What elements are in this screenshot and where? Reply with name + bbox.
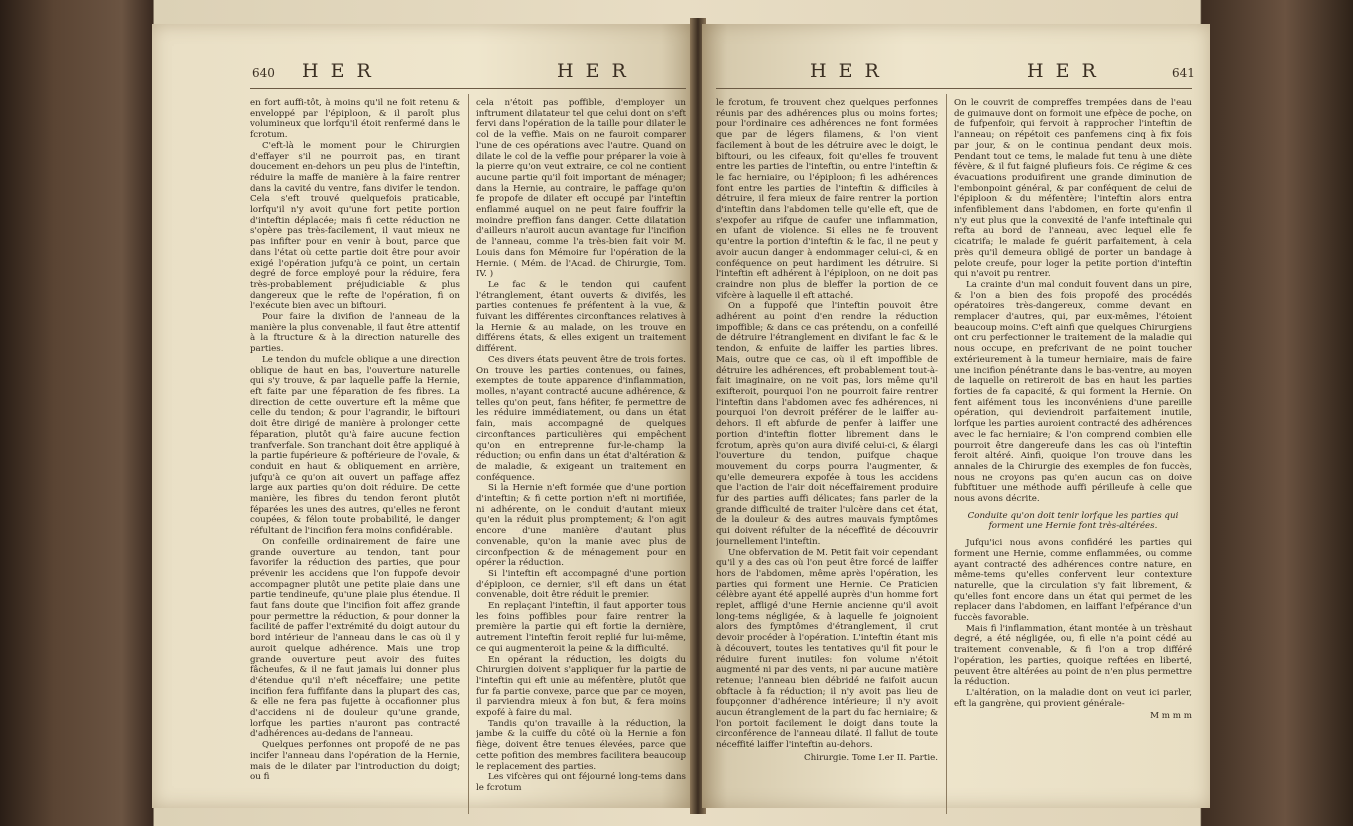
paragraph: On a fuppofé que l'inteftin pouvoit être adhérent au point d'en rendre la réduction impoffible; & dans ce cas prétendu, on a confeillé de détruire l'étranglement en divifant le fac & le tendon, & enfuite de laiffer les parties libres. Mais, outre que ce cas, où il eft impoffible de détruire les adhérences, eft probablement tout-à-fait imaginaire, on ne voit pas, lors même qu'il exifteroit, pourquoi l'on ne pourroit faire rentrer l'inteftin dans l'abdomen avec fes adhérences, ni pourquoi l'on devroit préférer de le laiffer au-dehors. Il eft abfurde de penfer à laiffer une portion d'inteftin flotter librement dans le fcrotum, après qu'on aura divifé celui-ci, & élargi l'ouverture du tendon, puifque chaque mouvement du corps pourra l'augmenter, & qu'elle demeurera expofée à tous les accidens que l'action de l'air doit néceffairement produire fur des parties auffi délicates; fans parler de la grande difficulté de traiter l'ulcère dans cet état, de la douleur & des autres mauvais fymptômes qui doivent réfulter de la néceffité de découvrir journellement l'inteftin.	[716, 301, 938, 547]
paragraph: En replaçant l'inteftin, il faut apporter tous les foins poffibles pour faire rentrer la première la partie qui eft fortie la dernière, autrement l'inteftin feroit replié fur lui-même, ce qui augmenteroit la peine & la difficulté.	[476, 601, 686, 654]
left-page	[152, 24, 694, 808]
left-running-head-2: H E R	[557, 60, 629, 82]
paragraph: Jufqu'ici nous avons confidéré les parties qui forment une Hernie, comme enflammées, ou comme ayant contracté des adhérences contre nature, en même-tems qu'elles confervent leur contexture naturelle, que la circulation s'y fait librement, & qu'elles font encore dans un état qui permet de les replacer dans l'abdomen, en laiffant l'efpérance d'un fuccès favorable.	[954, 538, 1192, 624]
left-header	[152, 54, 694, 84]
paragraph: Mais fi l'inflammation, étant montée à un trèshaut degré, a été négligée, ou, fi elle n'a point cédé au traitement convenable, & fi l'on a trop différé l'opération, les parties, quoique reftées en liberté, peuvent être altérées au point de n'en plus permettre la réduction.	[954, 623, 1192, 688]
paragraph: Si la Hernie n'eft formée que d'une portion d'inteftin; & fi cette portion n'eft ni mortifiée, ni adhérente, on le conduit d'autant mieux qu'en la réduit plus promptement; & l'on agit encore d'une manière d'autant plus convenable, qu'on la manie avec plus de circonfpection & de ménagement pour en opérer la réduction.	[476, 483, 686, 569]
right-page	[702, 24, 1210, 808]
paragraph: Si l'inteftin eft accompagné d'une portion d'épiploon, ce dernier, s'il eft dans un état convenable, doit être réduit le premier.	[476, 568, 686, 601]
left-page-number: 640	[252, 66, 275, 80]
right-column-2	[954, 98, 1192, 810]
right-page-number: 641	[1172, 66, 1195, 80]
right-running-head-2: H E R	[1027, 60, 1099, 82]
paragraph: le fcrotum, fe trouvent chez quelques perfonnes réunis par des adhérences plus ou moins fortes; pour l'ordinaire ces adhérences ne font formées que par de légers filamens, & l'on vient facilement à bout de les détruire avec le doigt, le biftouri, ou les cifeaux, foit qu'elles fe trouvent entre les parties de l'inteftin, ou entre l'inteftin & le fac herniaire, ou l'épiploon; fi les adhérences font entre les parties de l'inteftin & difficiles à détruire, il fera mieux de faire rentrer la portion d'inteftin dans l'abdomen telle qu'elle eft, que de s'expofer au rifque de caufer une inflammation, en ufant de violence. Si elles ne fe trouvent qu'entre la portion d'inteftin & le fac, il ne peut y avoir aucun danger à endommager celui-ci, & en conféquence on peut hardiment les détruire. Si l'inteftin eft adhérent à l'épiploon, on ne doit pas craindre non plus de bleffer la portion de ce vifcère à laquelle il eft attaché.	[716, 98, 938, 301]
paragraph: Quelques perfonnes ont propofé de ne pas incifer l'anneau dans l'opération de la Hernie, mais de le dilater par l'introduction du doigt; ou fi	[250, 740, 460, 783]
paragraph: Le tendon du mufcle oblique a une direction oblique de haut en bas, l'ouverture naturelle qui s'y trouve, & par laquelle paffe la Hernie, eft faite par une féparation de fes fibres. La direction de cette ouverture eft la même que celle du tendon; & pour l'agrandir, le biftouri doit être dirigé de manière à prolonger cette féparation, plutôt qu'à faire aucune fection tranfverfale. Son tranchant doit être appliqué à la partie fupérieure & poftérieure de l'ovale, & conduit en haut & obliquement en arrière, jufqu'à ce qu'on ait ouvert un paffage affez large aux parties qu'on doit réduire. De cette manière, les fibres du tendon feront plutôt féparées les unes des autres, qu'elles ne feront coupées, & félon toute probabilité, le danger réfultant de l'incifion fera moins confidérable.	[250, 354, 460, 537]
paragraph: Une obfervation de M. Petit fait voir cependant qu'il y a des cas où l'on peut être forcé de laiffer hors de l'abdomen, même après l'opération, les parties qui forment une Hernie. Ce Praticien célèbre ayant été appellé auprès d'un homme fort replet, affligé d'une Hernie ancienne qu'il avoit long-tems négligée, & à laquelle fe joignoient alors des fymptômes d'étranglement, il crut devoir procéder à l'opération. L'inteftin étant mis à découvert, toutes les tentatives qu'il fit pour le réduire furent inutiles: fon volume n'étoit augmenté ni par des vents, ni par aucune matière retenue; l'anneau bien débridé ne faifoit aucun obftacle à fa réduction; il n'y avoit pas lieu de foupçonner d'adhérence intérieure; il n'y avoit aucun étranglement de la part du fac herniaire; & l'on portoit facilement le doigt dans toute la circonférence de l'anneau dilaté. Il fallut de toute néceffité laiffer l'inteftin au-dehors.	[716, 547, 938, 751]
paragraph: Le fac & le tendon qui caufent l'étranglement, étant ouverts & divifés, les parties contenues fe préfentent à la vue, & fuivant les différentes circonftances relatives à la Hernie & au malade, on les trouve en différens états, & elles exigent un traitement différent.	[476, 279, 686, 355]
paragraph: En opérant la réduction, les doigts du Chirurgien doivent s'appliquer fur la partie de l'inteftin qui eft unie au méfentère, plutôt que fur fa partie convexe, parce que par ce moyen, il parviendra mieux à fon but, & fera moins expofé à faire du mal.	[476, 654, 686, 719]
catchword: M m m m	[1150, 711, 1192, 722]
right-header	[702, 54, 1210, 84]
right-column-1	[716, 98, 938, 810]
paragraph: La crainte d'un mal conduit fouvent dans un pire, & l'on a bien des fois propofé des procédés opératoires très-dangereux, comme devant en remplacer d'autres, qui, par eux-mêmes, l'étoient beaucoup moins. C'eft ainfi que quelques Chirurgiens ont cru perfectionner le traitement de la maladie qui nous occupe, en prefcrivant de ne point toucher extérieurement à la tumeur herniaire, mais de faire une incifion pénétrante dans le bas-ventre, au moyen de laquelle on retireroit de bas en haut les parties forties de fa capacité, & qui forment la Hernie. On fent aifément tous les inconvéniens d'une pareille opération, qui deviendroit parfaitement inutile, lorfque les parties auroient contracté des adhérences avec le fac herniaire; & l'on comprend combien elle pourroit être dangereufe dans les cas où l'inteftin feroit altéré. Ainfi, quoique l'on trouve dans les annales de la Chirurgie des exemples de fon fuccès, nous ne croyons pas qu'en aucun cas on doive fubftituer une méthode auffi périlleufe à celle que nous avons décrite.	[954, 279, 1192, 505]
paragraph: cela n'étoit pas poffible, d'employer un inftrument dilatateur tel que celui dont on s'eft fervi dans l'opération de la taille pour dilater le col de la veffie. Mais on ne fauroit comparer l'une de ces opérations avec l'autre. Quand on dilate le col de la veffie pour préparer la voie à la pierre qu'on veut extraire, ce col ne contient aucune partie qu'il foit important de ménager; dans la Hernie, au contraire, le paffage qu'on fe propofe de dilater eft occupé par l'inteftin enflammé auquel on ne peut faire fouffrir la moindre preffion fans danger. Cette dilatation d'ailleurs n'auroit aucun avantage fur l'incifion de l'anneau, comme l'a très-bien fait voir M. Louis dans fon Mémoire fur l'opération de la Hernie. ( Mém. de l'Acad. de Chirurgie, Tom. IV. )	[476, 98, 686, 280]
right-column-rule	[946, 94, 947, 814]
left-column-2	[476, 98, 686, 810]
paragraph: On confeille ordinairement de faire une grande ouverture au tendon, tant pour favorifer la réduction des parties, que pour prévenir les accidens que l'on fuppofe devoir accompagner plutôt une petite plaie dans une partie tendineufe, qu'une plaie plus étendue. Il faut fans doute que l'incifion foit affez grande pour permettre la réduction, & pour donner la facilité de paffer l'extrémité du doigt autour du bord intérieur de l'anneau dans le cas où il y auroit quelque adhérence. Mais une trop grande ouverture peut avoir des fuites fâcheufes, & il ne faut jamais lui donner plus d'étendue qu'il n'eft néceffaire; une petite incifion fera fuffifante dans la plupart des cas, & elle ne fera pas fujette à occafionner plus d'accidens ni de douleur qu'une grande, lorfque les parties n'auront pas contracté d'adhérences au-dedans de l'anneau.	[250, 536, 460, 740]
paragraph: Les vifcères qui ont féjourné long-tems dans le fcrotum	[476, 772, 686, 793]
paragraph: Ces divers états peuvent être de trois fortes. On trouve les parties contenues, ou faines, exemptes de toute apparence d'inflammation, molles, n'ayant contracté aucune adhérence, & telles qu'on peut, fans héfiter, fe permettre de les réduire immédiatement, ou dans un état fain, mais accompagné de quelques circonftances particulières qui empêchent qu'on en entreprenne fur-le-champ la réduction; ou enfin dans un état d'altération & de maladie, & exigeant un traitement en conféquence.	[476, 354, 686, 483]
paragraph: On le couvrit de compreffes trempées dans de l'eau de guimauve dont on formoit une efpèce de poche, on de fufpenfoir, qui fervoit à rapprocher l'inteftin de l'anneau; on répétoit ces panfemens cinq à fix fois par jour, & on le continua pendant deux mois. Pendant tout ce tems, le malade fut tenu à une diète févère, & il fut faigné plufieurs fois. Ce régime & ces évacuations produifirent une grande diminution de l'embonpoint général, & par conféquent de celui de l'épiploon & du méfentère; l'inteftin alors entra infenfiblement dans l'abdomen, en forte qu'enfin il n'y eut plus que la convexité de l'anfe inteftinale qui refta au bord de l'anneau, avec lequel elle fe cicatrifa; le malade fe guérit parfaitement, à cela près qu'il demeura obligé de porter un bandage à pelote creufe, pour loger la petite portion d'inteftin qui n'avoit pu rentrer.	[954, 98, 1192, 280]
left-column-rule	[468, 94, 469, 814]
signature-line: Chirurgie. Tome I.er II. Partie.	[803, 752, 938, 763]
left-header-rule	[250, 88, 686, 89]
section-heading: Conduite qu'on doit tenir lorfque les parties qui forment une Hernie font très-altérées.	[967, 510, 1179, 532]
right-header-rule	[716, 88, 1192, 89]
paragraph: en fort auffi-tôt, à moins qu'il ne foit retenu & enveloppé par l'épiploon, & il paroît plus volumineux que lorfqu'il étoit renfermé dans le fcrotum.	[250, 98, 460, 141]
paragraph: C'eft-là le moment pour le Chirurgien d'effayer s'il ne pourroit pas, en tirant doucement en-dehors un peu plus de l'inteftin, réduire la maffe de manière à la faire rentrer dans la cavité du ventre, fans divifer le tendon. Cela s'eft trouvé quelquefois praticable, lorfqu'il n'y avoit qu'une fort petite portion d'inteftin déplacée; mais fi cette réduction ne s'opère pas très-facilement, il vaut mieux ne pas infifter pour en venir à bout, parce que dans l'état où cette partie doit être pour avoir exigé l'opération jufqu'à ce point, un certain degré de force employé pour la réduire, fera très-probablement préjudiciable & plus dangereux que le refte de l'opération, fi on l'exécute bien avec un biftouri.	[250, 140, 460, 312]
paragraph: L'altération, on la maladie dont on veut ici parler, eft la gangrène, qui provient générale-	[954, 687, 1192, 709]
left-column-1	[250, 98, 460, 810]
left-running-head-1: H E R	[302, 60, 374, 82]
paragraph: Tandis qu'on travaille à la réduction, la jambe & la cuiffe du côté où la Hernie a fon fiège, doivent être tenues élevées, parce que cette pofition des membres facilitera beaucoup le replacement des parties.	[476, 718, 686, 772]
paragraph: Pour faire la divifion de l'anneau de la manière la plus convenable, il faut être attentif à la ftructure & à la direction naturelle des parties.	[250, 312, 460, 355]
right-running-head-1: H E R	[810, 60, 882, 82]
